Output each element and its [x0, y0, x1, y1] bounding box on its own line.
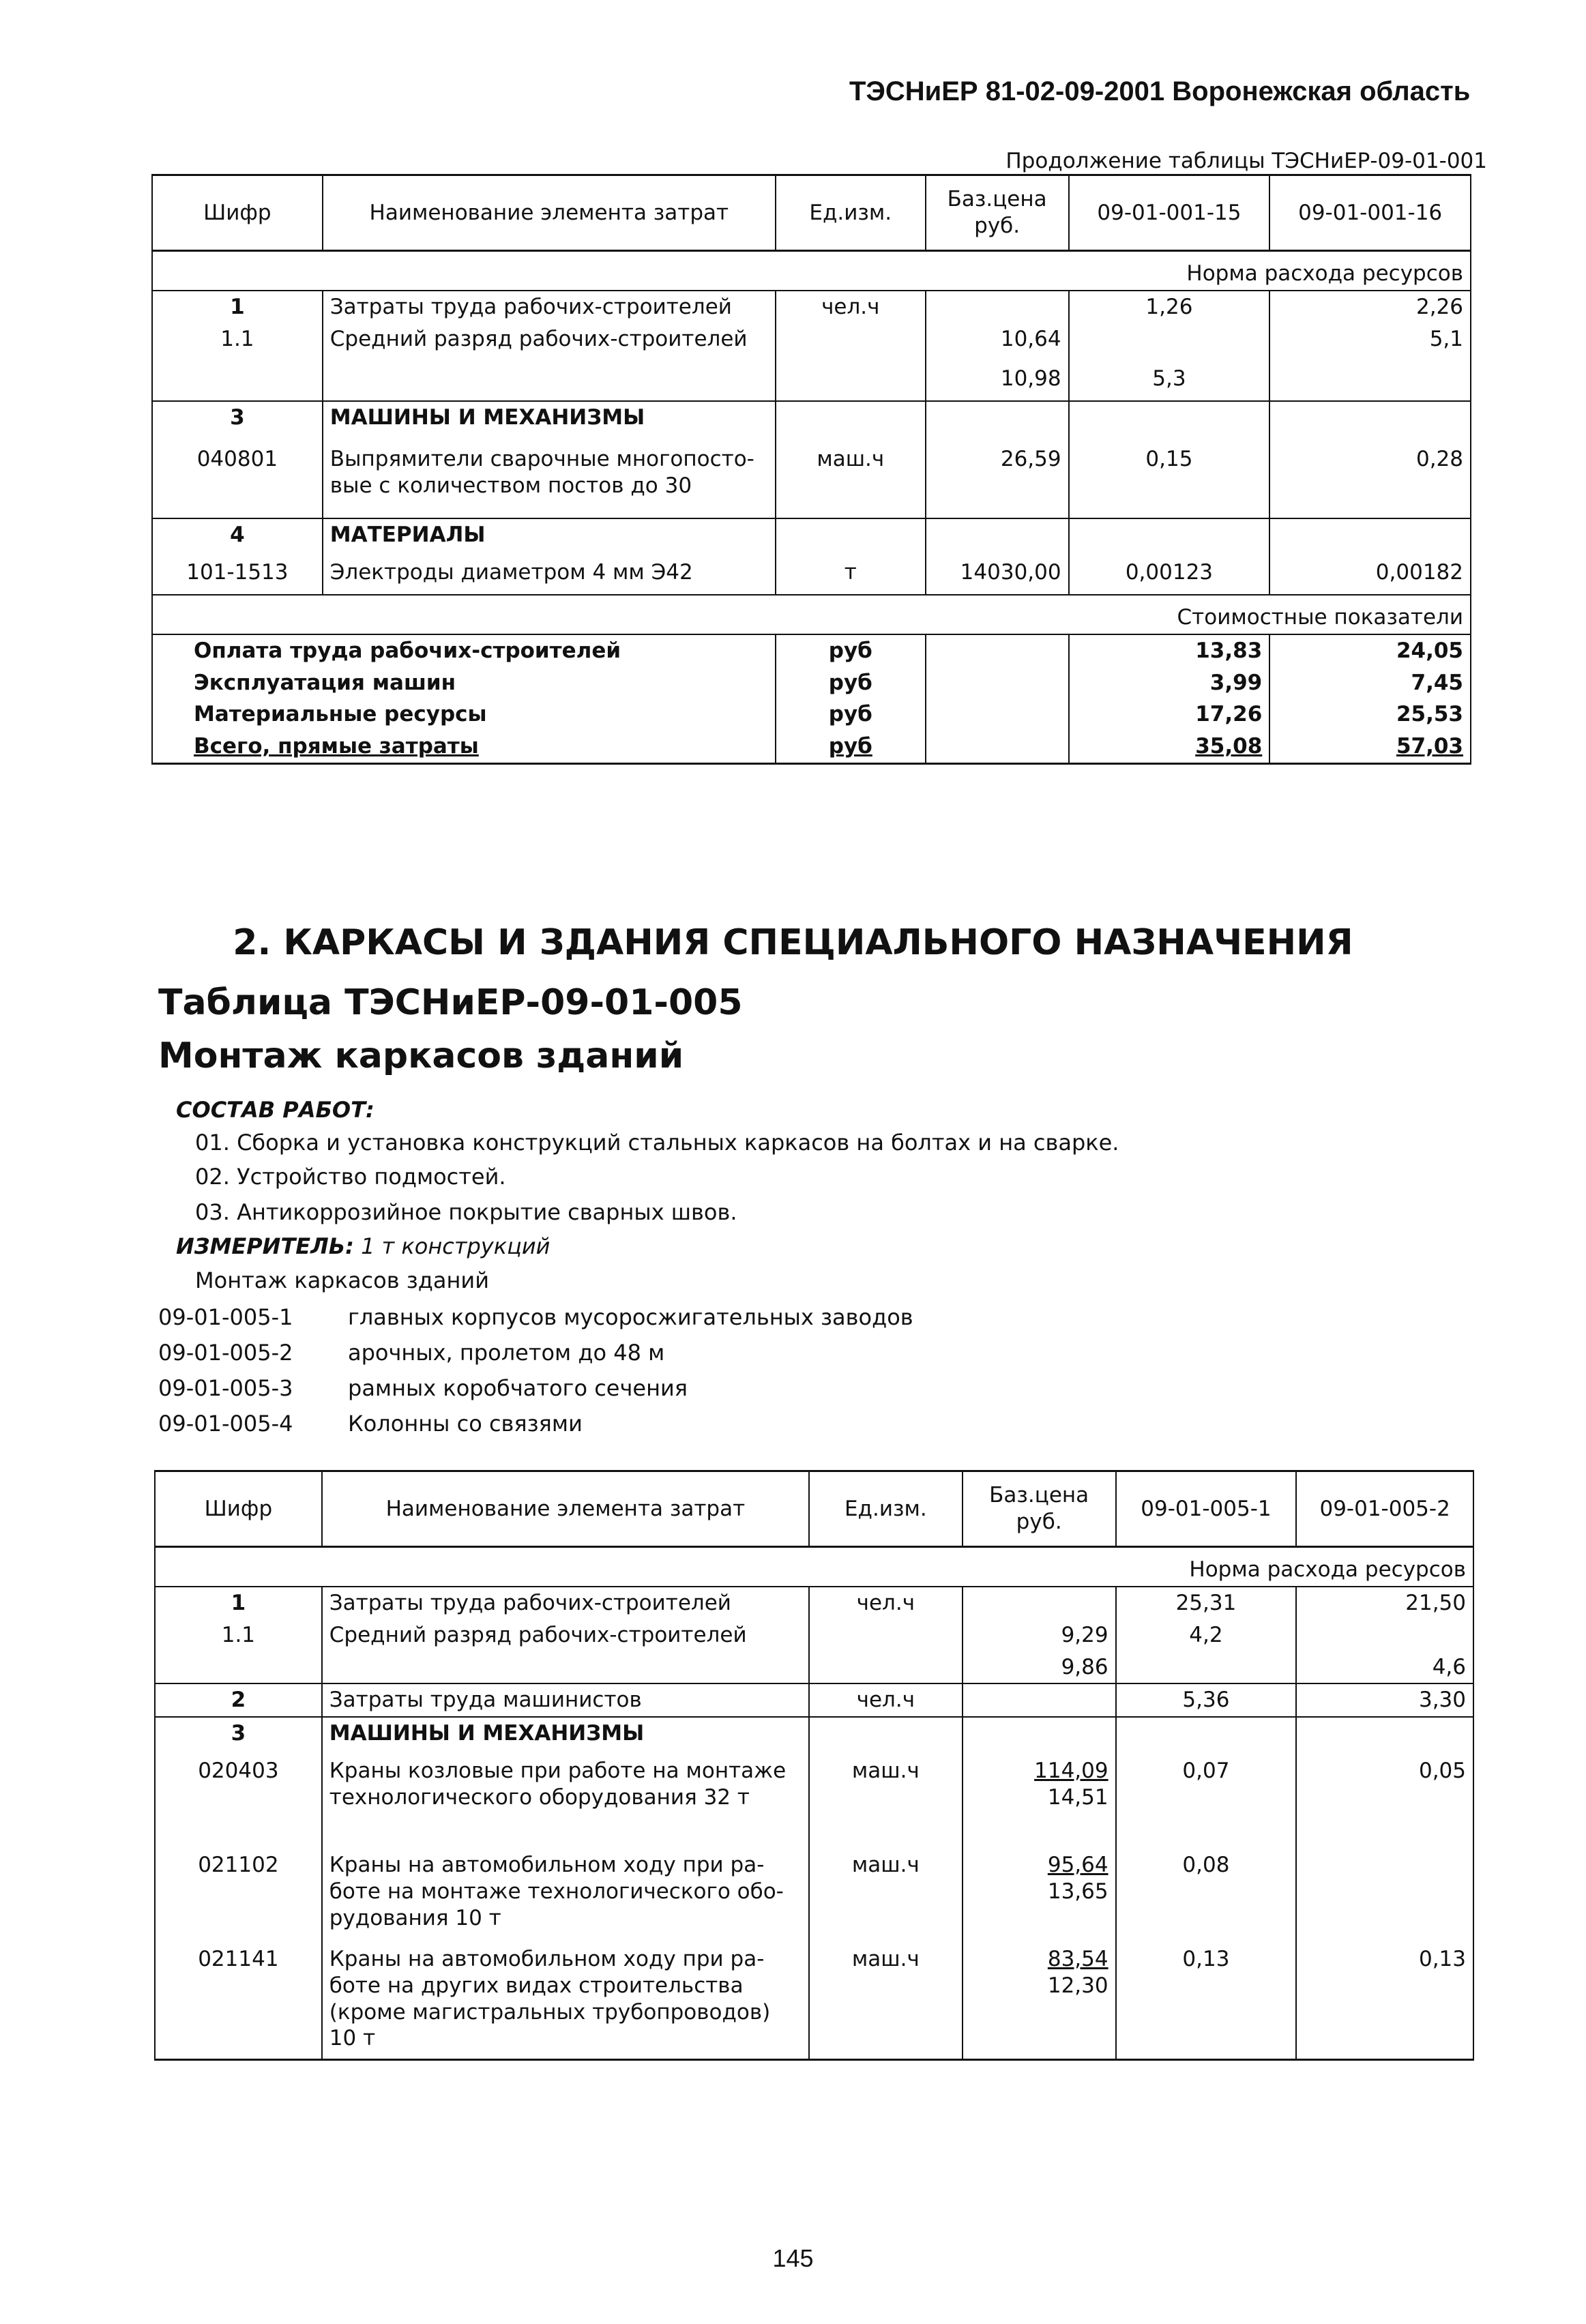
price-current: 95,64	[1047, 1853, 1108, 1877]
document-header: ТЭСНиЕР 81-02-09-2001 Воронежская область	[849, 76, 1471, 106]
table-row	[155, 1943, 1473, 2059]
cell-name: Выпрямители сварочные многопосто-вые с количеством постов до 30	[323, 443, 776, 518]
cell-value: 2,26	[1269, 291, 1471, 323]
cell-code: 1.1	[155, 1619, 322, 1651]
cell-price: 26,59	[926, 443, 1069, 518]
cell-code: 020403	[155, 1755, 322, 1849]
cell-unit: маш.ч	[809, 1849, 963, 1943]
cell-price	[963, 1943, 1116, 2059]
price-current: 114,09	[1034, 1759, 1108, 1783]
total-value: 3,99	[1069, 667, 1270, 699]
col-header: Баз.цена руб.	[926, 175, 1069, 251]
cell-value: 4,2	[1116, 1619, 1297, 1651]
col-header: 09-01-001-15	[1069, 175, 1270, 251]
table-row	[152, 291, 1471, 323]
total-row	[152, 698, 1471, 731]
table-row	[155, 1717, 1473, 1755]
cell-unit: маш.ч	[809, 1943, 963, 2059]
code-desc: главных корпусов мусоросжигательных заводов	[348, 1304, 913, 1330]
cell-code: 4	[152, 518, 323, 557]
cell-name	[323, 363, 776, 401]
code-desc: рамных коробчатого сечения	[348, 1375, 688, 1401]
cell-name: Краны на автомобильном ходу при ра-боте на монтаже технологического обо-рудования 10 т	[322, 1849, 809, 1943]
cell-name: МАШИНЫ И МЕХАНИЗМЫ	[322, 1717, 809, 1755]
cell-unit	[809, 1651, 963, 1684]
cell-price	[963, 1849, 1116, 1943]
cell-value	[1069, 323, 1270, 363]
total-row	[152, 634, 1471, 667]
cell-value: 0,08	[1116, 1849, 1297, 1943]
works-label: СОСТАВ РАБОТ:	[176, 1097, 375, 1123]
table-row	[152, 401, 1471, 443]
total-row	[152, 667, 1471, 699]
table-header-row	[152, 175, 1471, 251]
cell-value: 21,50	[1296, 1587, 1473, 1619]
cell-value: 5,3	[1069, 363, 1270, 401]
cost-label: Стоимостные показатели	[152, 595, 1471, 634]
cell-name: Электроды диаметром 4 мм Э42	[323, 557, 776, 595]
table-row	[152, 363, 1471, 401]
cell-name	[322, 1651, 809, 1684]
table-continuation-note: Продолжение таблицы ТЭСНиЕР-09-01-001	[1005, 149, 1487, 173]
cell-code: 3	[152, 401, 323, 443]
cell-code: 021102	[155, 1849, 322, 1943]
table-row	[155, 1755, 1473, 1849]
page-number: 145	[772, 2244, 814, 2272]
work-item: 03. Антикоррозийное покрытие сварных швов.	[195, 1199, 737, 1225]
cell-price	[963, 1587, 1116, 1619]
col-header: Баз.цена руб.	[963, 1471, 1116, 1547]
table-subtitle: Монтаж каркасов зданий	[158, 1035, 684, 1076]
cell-code: 3	[155, 1717, 322, 1755]
code-item: 09-01-005-4	[158, 1411, 293, 1437]
meter-value: 1 т конструкций	[361, 1233, 550, 1259]
total-row	[152, 731, 1471, 763]
table-row	[152, 518, 1471, 557]
cell-name: Краны на автомобильном ходу при ра-боте на других видах строительства (кроме магистральных трубопроводов) 10 т	[322, 1943, 809, 2059]
cell-value: 5,36	[1116, 1683, 1297, 1717]
code-desc: Колонны со связями	[348, 1411, 583, 1437]
cell-code	[152, 363, 323, 401]
cell-price: 10,64	[926, 323, 1069, 363]
cell-price: 14030,00	[926, 557, 1069, 595]
cell-name: Средний разряд рабочих-строителей	[322, 1619, 809, 1651]
col-header: Шифр	[155, 1471, 322, 1547]
price-base: 13,65	[1047, 1879, 1108, 1904]
table-row	[155, 1587, 1473, 1619]
cell-name: Затраты труда рабочих-строителей	[323, 291, 776, 323]
cell-code: 1	[155, 1587, 322, 1619]
total-value: 24,05	[1269, 634, 1471, 667]
table-row	[155, 1849, 1473, 1943]
cell-price	[963, 1755, 1116, 1849]
code-item: 09-01-005-1	[158, 1304, 293, 1330]
cell-name: Краны козловые при работе на монтаже технологического оборудования 32 т	[322, 1755, 809, 1849]
cell-unit: маш.ч	[776, 443, 926, 518]
cell-unit: чел.ч	[776, 291, 926, 323]
cell-value: 0,07	[1116, 1755, 1297, 1849]
total-value: 25,53	[1269, 698, 1471, 731]
cell-name: Затраты труда рабочих-строителей	[322, 1587, 809, 1619]
code-item: 09-01-005-2	[158, 1340, 293, 1366]
cell-unit	[776, 363, 926, 401]
cell-name: МАТЕРИАЛЫ	[323, 518, 776, 557]
cell-code: 1.1	[152, 323, 323, 363]
cell-code: 2	[155, 1683, 322, 1717]
cell-value	[1269, 363, 1471, 401]
cell-value	[1116, 1651, 1297, 1684]
total-unit: руб	[776, 667, 926, 699]
cell-value: 1,26	[1069, 291, 1270, 323]
col-header: 09-01-001-16	[1269, 175, 1471, 251]
total-unit: руб	[776, 634, 926, 667]
norm-label: Норма расхода ресурсов	[155, 1547, 1473, 1587]
total-value: 17,26	[1069, 698, 1270, 731]
work-item: 01. Сборка и установка конструкций стальных каркасов на болтах и на сварке.	[195, 1130, 1119, 1156]
col-header: 09-01-005-1	[1116, 1471, 1297, 1547]
col-header: 09-01-005-2	[1296, 1471, 1473, 1547]
cell-code	[155, 1651, 322, 1684]
cell-unit	[776, 323, 926, 363]
total-name: Оплата труда рабочих-строителей	[152, 634, 776, 667]
total-value: 13,83	[1069, 634, 1270, 667]
cell-price	[926, 291, 1069, 323]
price-base: 12,30	[1047, 1973, 1108, 1998]
cell-value: 0,00182	[1269, 557, 1471, 595]
total-name: Материальные ресурсы	[152, 698, 776, 731]
total-value: 57,03	[1269, 731, 1471, 763]
cell-name: Затраты труда машинистов	[322, 1683, 809, 1717]
meter-line	[176, 1233, 550, 1259]
cell-name: Средний разряд рабочих-строителей	[323, 323, 776, 363]
total-unit: руб	[776, 731, 926, 763]
total-name: Эксплуатация машин	[152, 667, 776, 699]
total-value: 7,45	[1269, 667, 1471, 699]
cell-code: 1	[152, 291, 323, 323]
col-header: Наименование элемента затрат	[322, 1471, 809, 1547]
cell-price	[963, 1683, 1116, 1717]
section-title: 2. КАРКАСЫ И ЗДАНИЯ СПЕЦИАЛЬНОГО НАЗНАЧЕНИЯ	[233, 922, 1353, 963]
cell-value	[1296, 1619, 1473, 1651]
table-row	[155, 1651, 1473, 1684]
cell-value	[1296, 1849, 1473, 1943]
cell-value: 4,6	[1296, 1651, 1473, 1684]
table-row	[152, 557, 1471, 595]
cell-code: 040801	[152, 443, 323, 518]
table-row	[152, 323, 1471, 363]
code-desc: арочных, пролетом до 48 м	[348, 1340, 665, 1366]
table-row	[152, 443, 1471, 518]
col-header: Ед.изм.	[809, 1471, 963, 1547]
cell-price: 9,86	[963, 1651, 1116, 1684]
cell-value: 0,13	[1116, 1943, 1297, 2059]
cell-unit: т	[776, 557, 926, 595]
total-name: Всего, прямые затраты	[152, 731, 776, 763]
resource-table-2	[154, 1470, 1474, 2061]
col-header: Ед.изм.	[776, 175, 926, 251]
table-row	[155, 1683, 1473, 1717]
cell-value: 5,1	[1269, 323, 1471, 363]
cell-value: 0,00123	[1069, 557, 1270, 595]
cell-value: 3,30	[1296, 1683, 1473, 1717]
cell-unit: чел.ч	[809, 1683, 963, 1717]
norm-label: Норма расхода ресурсов	[152, 251, 1471, 291]
cell-unit	[809, 1619, 963, 1651]
resource-table-1	[151, 174, 1471, 765]
cell-value: 25,31	[1116, 1587, 1297, 1619]
cell-price: 10,98	[926, 363, 1069, 401]
cell-price: 9,29	[963, 1619, 1116, 1651]
group-name: Монтаж каркасов зданий	[195, 1267, 490, 1293]
cell-value: 0,13	[1296, 1943, 1473, 2059]
table-header-row	[155, 1471, 1473, 1547]
table-title: Таблица ТЭСНиЕР-09-01-005	[158, 982, 743, 1023]
meter-label: ИЗМЕРИТЕЛЬ:	[176, 1233, 354, 1259]
cell-value: 0,28	[1269, 443, 1471, 518]
total-unit: руб	[776, 698, 926, 731]
cell-code: 021141	[155, 1943, 322, 2059]
cell-value: 0,15	[1069, 443, 1270, 518]
work-item: 02. Устройство подмостей.	[195, 1164, 506, 1190]
col-header: Наименование элемента затрат	[323, 175, 776, 251]
cell-code: 101-1513	[152, 557, 323, 595]
cell-unit: маш.ч	[809, 1755, 963, 1849]
total-value: 35,08	[1069, 731, 1270, 763]
price-base: 14,51	[1047, 1784, 1108, 1810]
cell-unit: чел.ч	[809, 1587, 963, 1619]
table-row	[155, 1619, 1473, 1651]
code-item: 09-01-005-3	[158, 1375, 293, 1401]
price-current: 83,54	[1047, 1947, 1108, 1971]
col-header: Шифр	[152, 175, 323, 251]
cell-name: МАШИНЫ И МЕХАНИЗМЫ	[323, 401, 776, 443]
cell-value: 0,05	[1296, 1755, 1473, 1849]
